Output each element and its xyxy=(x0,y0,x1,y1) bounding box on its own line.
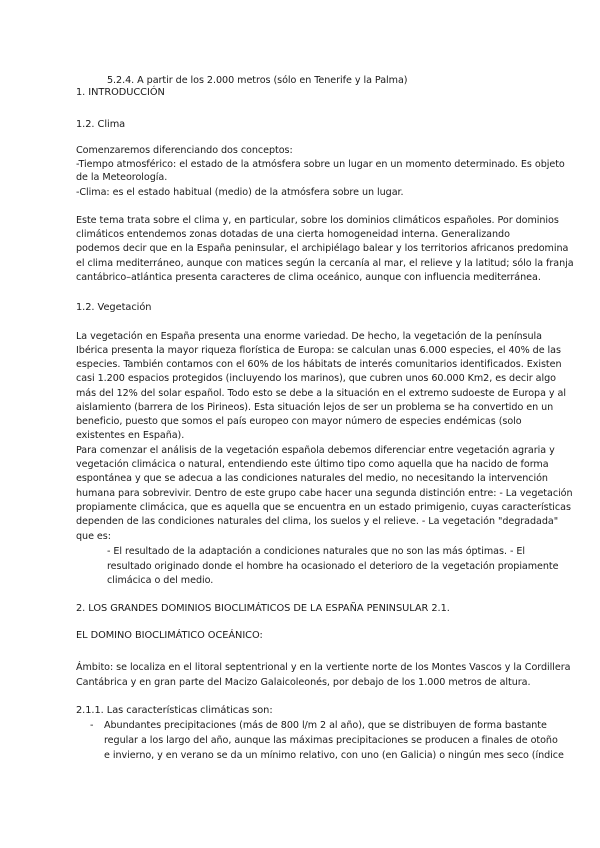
ambito-line: Cantábrica y en gran parte del Macizo Galaicoleonés, por debajo de los 1.000 metros de altura. xyxy=(76,677,531,688)
veg-indent-line: - El resultado de la adaptación a condiciones naturales que no son las más óptimas. - El xyxy=(107,546,525,557)
tema-line: el clima mediterráneo, aunque con matices según la cercanía al mar, el relieve y la latitud; sólo la franja xyxy=(76,258,574,269)
veg-line: humana para sobrevivir. Dentro de este grupo cabe hacer una segunda distinción entre: - La vegetación xyxy=(76,488,573,499)
tema-line: Este tema trata sobre el clima y, en particular, sobre los dominios climáticos españoles. Por dominios xyxy=(76,215,559,226)
section-heading-dominios: 2. LOS GRANDES DOMINIOS BIOCLIMÁTICOS DE LA ESPAÑA PENINSULAR 2.1. xyxy=(76,603,450,614)
bullet-line: Abundantes precipitaciones (más de 800 l/m 2 al año), que se distribuyen de forma bastante xyxy=(104,720,547,731)
veg-indent-line: climácica o del medio. xyxy=(107,575,214,586)
section-heading-caracteristicas: 2.1.1. Las características climáticas son: xyxy=(76,705,273,716)
bullet-line: regular a los largo del año, aunque las máximas precipitaciones se producen a finales de otoño xyxy=(104,735,558,746)
veg-line: más del 12% del solar español. Todo esto se debe a la situación en el extremo sudoeste de Europa y al xyxy=(76,388,566,399)
tema-line: cantábrico–atlántica presenta caracteres de clima oceánico, aunque con influencia mediterránea. xyxy=(76,272,541,283)
clima-line: Comenzaremos diferenciando dos conceptos: xyxy=(76,145,293,156)
bullet-dash: - xyxy=(90,720,94,731)
veg-line: Para comenzar el análisis de la vegetación española debemos diferenciar entre vegetación agraria y xyxy=(76,445,555,456)
clima-line: de la Meteorología. xyxy=(76,172,168,183)
bullet-line: e invierno, y en verano se da un mínimo relativo, con uno (en Galicia) o ningún mes seco (índice xyxy=(104,750,564,761)
veg-line: La vegetación en España presenta una enorme variedad. De hecho, la vegetación de la península xyxy=(76,331,542,342)
veg-indent-line: resultado originado donde el hombre ha ocasionado el deterioro de la vegetación propiamente xyxy=(107,561,559,572)
veg-line: especies. También contamos con el 60% de los hábitats de interés comunitarios identificados. Existen xyxy=(76,359,562,370)
clima-line: -Clima: es el estado habitual (medio) de la atmósfera sobre un lugar. xyxy=(76,187,404,198)
veg-line: aislamiento (barrera de los Pirineos). Esta situación lejos de ser un problema se ha convertido en un xyxy=(76,402,554,413)
section-heading-oceanico: EL DOMINO BIOCLIMÁTICO OCEÁNICO: xyxy=(76,630,263,641)
veg-line: Ibérica presenta la mayor riqueza florística de Europa: se calculan unas 6.000 especies, el 40% de las xyxy=(76,345,561,356)
veg-line: dependen de las condiciones naturales del clima, los suelos y el relieve. - La vegetación "degradada" xyxy=(76,516,559,527)
ambito-line: Ámbito: se localiza en el litoral septentrional y en la vertiente norte de los Montes Vascos y la Cordillera xyxy=(76,662,571,673)
veg-line: casi 1.200 espacios protegidos (incluyendo los marinos), que cubren unos 60.000 Km2, es decir algo xyxy=(76,373,556,384)
tema-line: podemos decir que en la España peninsular, el archipiélago balear y los territorios africanos predomina xyxy=(76,243,569,254)
section-heading-intro: 1. INTRODUCCIÓN xyxy=(76,87,165,98)
veg-line: espontánea y que se adecua a las condiciones naturales del medio, no necesitando la intervención xyxy=(76,473,548,484)
toc-entry: 5.2.4. A partir de los 2.000 metros (sólo en Tenerife y la Palma) xyxy=(107,75,408,86)
tema-line: climáticos entendemos zonas dotadas de una cierta homogeneidad interna. Generalizando xyxy=(76,229,510,240)
veg-line: que es: xyxy=(76,531,111,542)
section-heading-vegetacion: 1.2. Vegetación xyxy=(76,302,152,313)
section-heading-clima: 1.2. Clima xyxy=(76,119,126,130)
veg-line: propiamente climácica, que es aquella que se encuentra en un estado primigenio, cuyas características xyxy=(76,502,571,513)
veg-line: vegetación climácica o natural, entendiendo este último tipo como aquella que ha nacido de forma xyxy=(76,459,549,470)
clima-line: -Tiempo atmosférico: el estado de la atmósfera sobre un lugar en un momento determinado. Es objeto xyxy=(76,159,565,170)
veg-line: beneficio, puesto que somos el país europeo con mayor número de especies endémicas (solo xyxy=(76,416,522,427)
veg-line: existentes en España). xyxy=(76,430,185,441)
